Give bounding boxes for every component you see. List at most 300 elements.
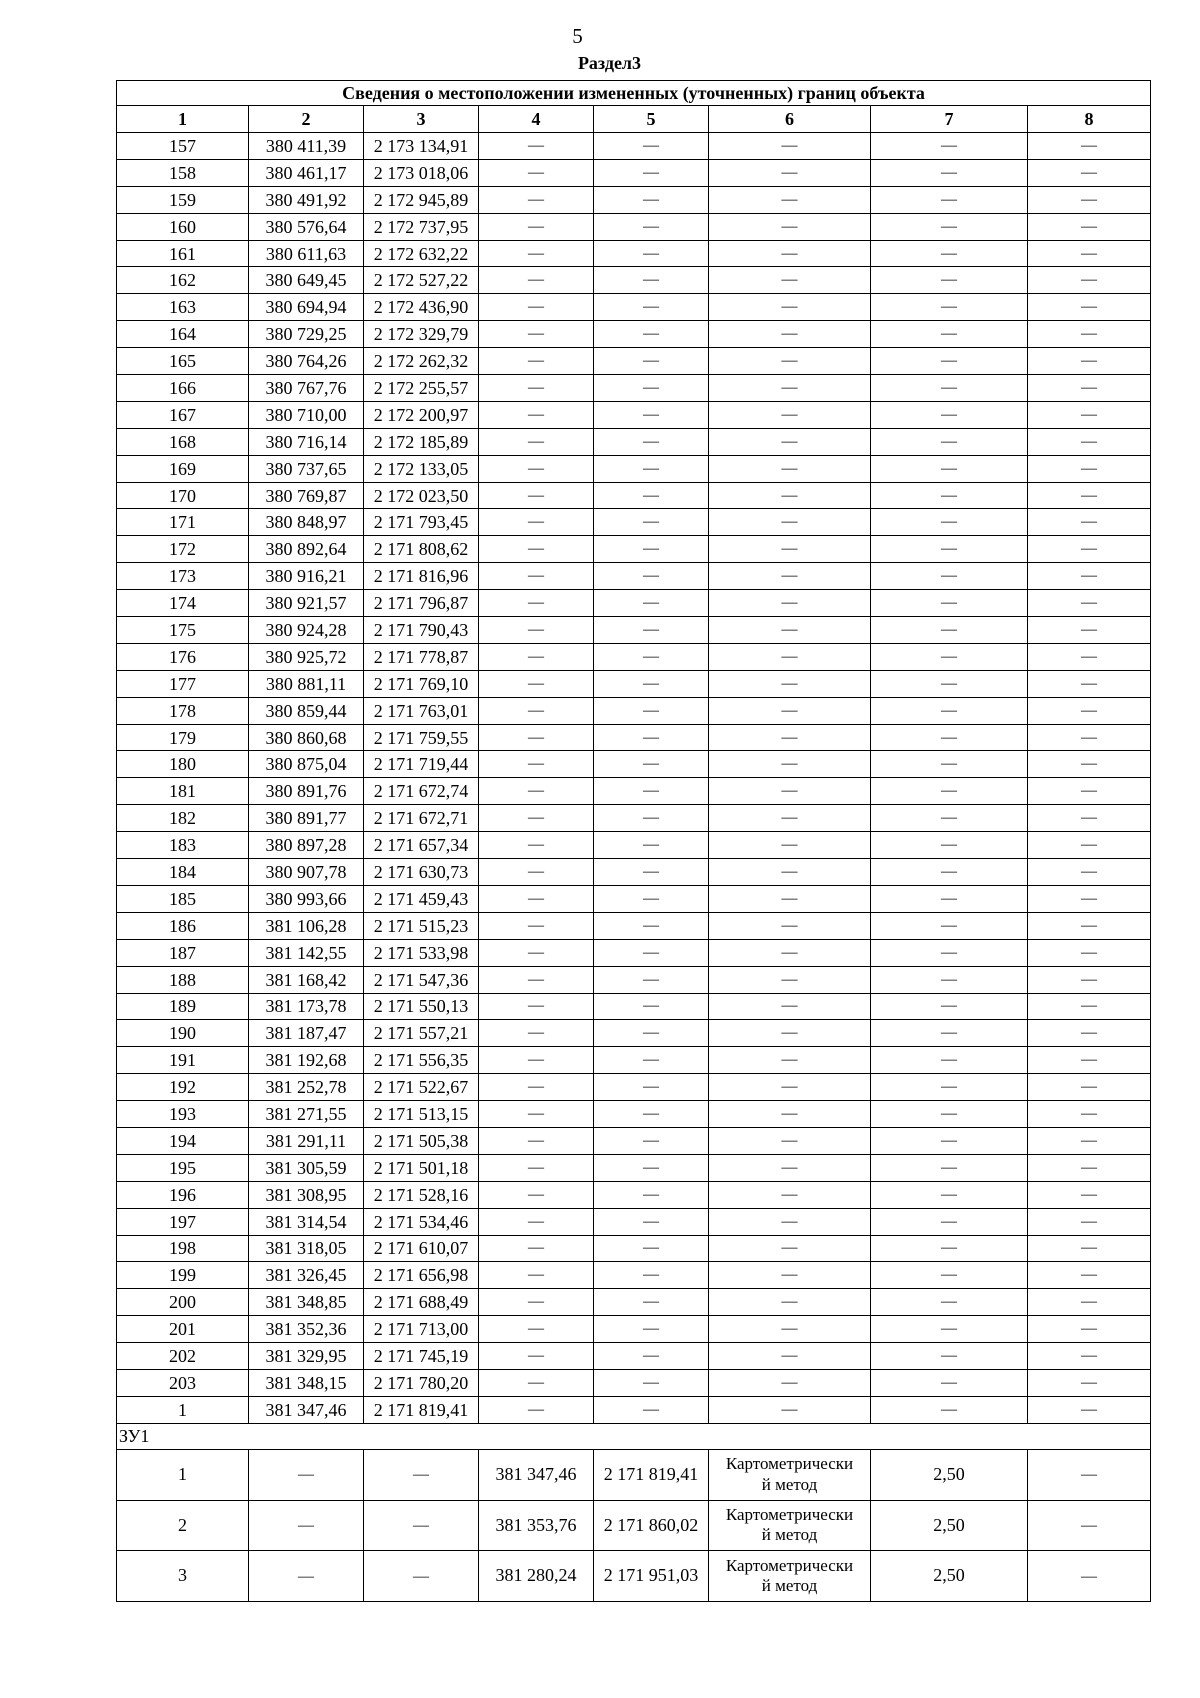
table-cell: 380 892,64 [249,536,364,563]
table-row [117,939,1151,966]
table-cell: 188 [117,966,249,993]
table-cell: — [709,509,871,536]
table-cell: 381 348,15 [249,1369,364,1396]
table-row [117,1127,1151,1154]
table-cell: 2 171 501,18 [364,1154,479,1181]
table-cell: — [1028,805,1151,832]
table-cell: — [594,1316,709,1343]
table-cell: — [594,267,709,294]
table-cell: — [594,670,709,697]
table-cell: 2 171 557,21 [364,1020,479,1047]
table-cell: 2 171 793,45 [364,509,479,536]
table-cell: 380 576,64 [249,213,364,240]
table-cell: 380 881,11 [249,670,364,697]
table-cell: — [594,1396,709,1423]
table-cell: 2 171 533,98 [364,939,479,966]
table-cell: — [1028,563,1151,590]
table-cell: — [594,939,709,966]
table-cell: — [1028,859,1151,886]
table-cell: 380 649,45 [249,267,364,294]
table-cell: — [709,1316,871,1343]
table-cell: 182 [117,805,249,832]
page-number: 5 [572,24,583,48]
table-cell: — [1028,1289,1151,1316]
table-cell: — [709,213,871,240]
table-cell: 2 171 459,43 [364,885,479,912]
table-caption: Сведения о местоположении измененных (уточненных) границ объекта [117,81,1151,106]
table-row [117,240,1151,267]
table-cell: — [479,375,594,402]
table-cell: — [479,1369,594,1396]
table-cell: 2 171 513,15 [364,1101,479,1128]
table-cell: 2 171 796,87 [364,590,479,617]
table-cell: 159 [117,186,249,213]
table-cell: — [594,751,709,778]
table-cell: 170 [117,482,249,509]
table-cell: — [871,536,1028,563]
table-row [117,1208,1151,1235]
table-cell: 185 [117,885,249,912]
table-row [117,401,1151,428]
table-cell: — [709,1235,871,1262]
table-row [117,1449,1151,1500]
table-cell: — [1028,1343,1151,1370]
table-cell: — [479,1262,594,1289]
table-cell: 380 767,76 [249,375,364,402]
table-row [117,724,1151,751]
table-row [117,912,1151,939]
table-cell: 165 [117,348,249,375]
table-cell: — [709,375,871,402]
table-cell: — [594,1074,709,1101]
table-cell: 381 326,45 [249,1262,364,1289]
table-cell: 2 172 255,57 [364,375,479,402]
table-cell: — [709,1208,871,1235]
table-cell: 1 [117,1449,249,1500]
table-cell: — [1028,186,1151,213]
table-row [117,1101,1151,1128]
table-cell: 2 171 610,07 [364,1235,479,1262]
table-cell: 381 314,54 [249,1208,364,1235]
table-cell: — [249,1449,364,1500]
method-line: Картометрически [725,1454,854,1474]
table-cell: 2 172 436,90 [364,294,479,321]
table-cell: — [594,966,709,993]
table-cell: 2 171 808,62 [364,536,479,563]
table-cell: — [479,1316,594,1343]
table-cell: — [709,1101,871,1128]
table-cell: — [479,186,594,213]
table-cell: 380 921,57 [249,590,364,617]
table-cell: 199 [117,1262,249,1289]
table-cell: 2 172 329,79 [364,321,479,348]
table-cell: 381 192,68 [249,1047,364,1074]
table-cell: — [709,294,871,321]
table-cell: — [1028,375,1151,402]
table-row [117,1289,1151,1316]
table-cell: 177 [117,670,249,697]
table-cell: 2,50 [871,1449,1028,1500]
table-cell: 198 [117,1235,249,1262]
method-cell [709,1449,871,1500]
table-cell: 2 171 550,13 [364,993,479,1020]
group-label: ЗУ1 [117,1423,1151,1449]
table-cell: 381 347,46 [479,1449,594,1500]
table-cell: — [871,1101,1028,1128]
table-cell: 200 [117,1289,249,1316]
section-title: Раздел3 [577,53,642,73]
table-cell: — [594,1181,709,1208]
table-row [117,1154,1151,1181]
table-cell: — [709,1343,871,1370]
table-cell: — [709,643,871,670]
table-cell: 157 [117,133,249,160]
table-cell: — [871,294,1028,321]
table-cell: 381 347,46 [249,1396,364,1423]
table-cell: — [479,724,594,751]
table-cell: — [1028,1101,1151,1128]
table-cell: 2 171 672,71 [364,805,479,832]
table-cell: — [1028,536,1151,563]
table-cell: 193 [117,1101,249,1128]
table-cell: — [709,590,871,617]
table-row [117,509,1151,536]
table-row [117,1551,1151,1602]
table-row [117,1500,1151,1551]
table-cell: 2 171 515,23 [364,912,479,939]
table-cell: — [1028,643,1151,670]
table-cell: 2 171 778,87 [364,643,479,670]
table-row [117,643,1151,670]
table-cell: — [871,1127,1028,1154]
table-cell: — [479,859,594,886]
table-cell: 381 173,78 [249,993,364,1020]
table-cell: — [871,455,1028,482]
table-cell: — [479,1020,594,1047]
table-cell: 181 [117,778,249,805]
table-cell: — [709,455,871,482]
table-cell: — [594,428,709,455]
table-cell: 174 [117,590,249,617]
table-cell: — [594,778,709,805]
table-cell: — [479,294,594,321]
table-cell: 2,50 [871,1500,1028,1551]
table-cell: — [479,509,594,536]
table-cell: — [594,401,709,428]
column-header: 2 [249,106,364,133]
table-cell: — [1028,832,1151,859]
table-cell: — [709,805,871,832]
table-cell: — [594,590,709,617]
table-cell: — [709,778,871,805]
table-cell: — [871,133,1028,160]
table-row [117,1343,1151,1370]
table-cell: 380 491,92 [249,186,364,213]
table-cell: 380 737,65 [249,455,364,482]
table-cell: — [709,751,871,778]
table-cell: — [871,1154,1028,1181]
table-cell: — [1028,401,1151,428]
table-cell: 2 171 951,03 [594,1551,709,1602]
method-line: Картометрически [725,1555,854,1575]
table-row [117,832,1151,859]
table-cell: — [364,1449,479,1500]
table-cell: 380 891,76 [249,778,364,805]
table-cell: — [594,859,709,886]
table-cell: — [479,133,594,160]
table-cell: — [594,697,709,724]
table-cell: — [594,133,709,160]
table-cell: 2 171 556,35 [364,1047,479,1074]
table-cell: — [871,617,1028,644]
table-cell: — [479,939,594,966]
table-cell: — [479,993,594,1020]
table-cell: — [1028,697,1151,724]
table-cell: — [594,1343,709,1370]
table-cell: 381 353,76 [479,1500,594,1551]
table-cell: — [1028,1396,1151,1423]
table-cell: — [594,1101,709,1128]
table-cell: — [871,724,1028,751]
table-cell: — [594,805,709,832]
table-cell: 2 171 657,34 [364,832,479,859]
table-cell: — [871,186,1028,213]
table-cell: — [871,885,1028,912]
table-cell: 2,50 [871,1551,1028,1602]
table-cell: — [1028,1262,1151,1289]
table-cell: — [594,375,709,402]
table-cell: — [479,1047,594,1074]
table-cell: — [1028,455,1151,482]
table-cell: — [1028,1316,1151,1343]
table-cell: 169 [117,455,249,482]
table-row [117,885,1151,912]
table-cell: — [1028,751,1151,778]
table-cell: 381 252,78 [249,1074,364,1101]
table-cell: — [479,805,594,832]
table-row [117,294,1151,321]
table-cell: — [871,563,1028,590]
table-cell: — [709,482,871,509]
table-row [117,966,1151,993]
table-cell: — [709,1181,871,1208]
table-cell: — [871,778,1028,805]
table-cell: — [871,832,1028,859]
table-cell: — [1028,724,1151,751]
table-cell: 381 352,36 [249,1316,364,1343]
table-cell: 186 [117,912,249,939]
table-row [117,133,1151,160]
table-cell: — [594,159,709,186]
table-cell: — [594,885,709,912]
table-cell: — [709,724,871,751]
table-cell: — [871,939,1028,966]
table-cell: — [709,993,871,1020]
table-row [117,159,1151,186]
table-cell: — [709,966,871,993]
table-cell: 2 171 763,01 [364,697,479,724]
table-cell: 168 [117,428,249,455]
table-cell: — [709,1154,871,1181]
table-cell: 190 [117,1020,249,1047]
table-cell: — [594,213,709,240]
table-cell: — [1028,939,1151,966]
table-cell: 381 142,55 [249,939,364,966]
table-cell: — [594,186,709,213]
table-cell: — [479,563,594,590]
table-cell: — [871,697,1028,724]
table-cell: — [364,1551,479,1602]
table-cell: 380 764,26 [249,348,364,375]
table-cell: 380 848,97 [249,509,364,536]
table-cell: — [479,1208,594,1235]
table-cell: 380 924,28 [249,617,364,644]
table-row [117,751,1151,778]
table-cell: 2 171 656,98 [364,1262,479,1289]
table-cell: — [871,348,1028,375]
table-cell: 2 172 527,22 [364,267,479,294]
table-cell: 166 [117,375,249,402]
table-row [117,321,1151,348]
table-cell: 381 187,47 [249,1020,364,1047]
table-cell: — [479,159,594,186]
table-row [117,778,1151,805]
table-cell: 380 897,28 [249,832,364,859]
table-cell: — [871,670,1028,697]
table-cell: — [871,482,1028,509]
table-cell: 183 [117,832,249,859]
table-cell: — [594,1127,709,1154]
table-cell: — [479,267,594,294]
table-cell: — [1028,294,1151,321]
table-cell: 175 [117,617,249,644]
table-cell: 2 171 672,74 [364,778,479,805]
table-cell: — [1028,912,1151,939]
table-cell: — [594,1289,709,1316]
table-cell: — [871,1316,1028,1343]
table-cell: 2 172 185,89 [364,428,479,455]
table-row [117,213,1151,240]
table-cell: 160 [117,213,249,240]
table-cell: 381 106,28 [249,912,364,939]
table-cell: 381 348,85 [249,1289,364,1316]
table-cell: — [479,321,594,348]
table-cell: — [709,428,871,455]
table-cell: — [594,912,709,939]
table-cell: 380 716,14 [249,428,364,455]
table-cell: — [479,1289,594,1316]
column-header: 4 [479,106,594,133]
table-cell: 2 171 759,55 [364,724,479,751]
column-header: 5 [594,106,709,133]
table-cell: — [871,401,1028,428]
table-row [117,428,1151,455]
table-cell: — [594,1235,709,1262]
table-cell: 381 280,24 [479,1551,594,1602]
table-cell: 2 171 547,36 [364,966,479,993]
table-cell: 162 [117,267,249,294]
table-cell: 2 171 769,10 [364,670,479,697]
table-cell: — [1028,240,1151,267]
table-cell: — [871,1235,1028,1262]
table-cell: — [479,1127,594,1154]
table-cell: 187 [117,939,249,966]
table-cell: 381 168,42 [249,966,364,993]
table-row [117,1074,1151,1101]
table-cell: — [479,1074,594,1101]
table-cell: 380 891,77 [249,805,364,832]
table-cell: — [871,1396,1028,1423]
column-header: 7 [871,106,1028,133]
table-cell: — [479,778,594,805]
table-row [117,697,1151,724]
table-row [117,1396,1151,1423]
table-cell: — [1028,1127,1151,1154]
table-cell: — [479,966,594,993]
table-cell: — [479,912,594,939]
table-cell: 2 173 018,06 [364,159,479,186]
table-cell: 2 172 632,22 [364,240,479,267]
table-cell: — [1028,1449,1151,1500]
table-row [117,375,1151,402]
table-row [117,1047,1151,1074]
table-cell: — [594,321,709,348]
table-cell: 192 [117,1074,249,1101]
table-row [117,563,1151,590]
table-cell: — [709,939,871,966]
table-cell: 202 [117,1343,249,1370]
table-cell: — [709,1074,871,1101]
table-row [117,348,1151,375]
table-cell: — [594,1369,709,1396]
table-cell: 380 925,72 [249,643,364,670]
table-cell: — [709,697,871,724]
table-cell: — [871,1181,1028,1208]
table-cell: — [479,348,594,375]
table-cell: — [1028,1181,1151,1208]
boundary-table [116,80,1151,1602]
table-cell: — [479,885,594,912]
table-cell: 381 271,55 [249,1101,364,1128]
table-cell: 2 171 780,20 [364,1369,479,1396]
table-cell: — [709,617,871,644]
table-cell: — [479,617,594,644]
table-cell: — [249,1551,364,1602]
table-cell: 381 318,05 [249,1235,364,1262]
table-cell: — [479,1101,594,1128]
table-cell: 179 [117,724,249,751]
table-cell: 164 [117,321,249,348]
table-cell: — [1028,348,1151,375]
table-cell: — [479,1343,594,1370]
table-cell: — [1028,1235,1151,1262]
table-row [117,1316,1151,1343]
table-cell: 2 171 534,46 [364,1208,479,1235]
table-cell: — [594,509,709,536]
table-cell: 381 291,11 [249,1127,364,1154]
table-cell: 380 875,04 [249,751,364,778]
table-cell: — [709,240,871,267]
table-cell: — [1028,1047,1151,1074]
table-cell: 191 [117,1047,249,1074]
table-cell: — [1028,1020,1151,1047]
table-cell: — [1028,428,1151,455]
table-cell: — [594,993,709,1020]
table-cell: 2 171 522,67 [364,1074,479,1101]
table-cell: — [871,805,1028,832]
table-cell: — [479,751,594,778]
table-cell: — [1028,213,1151,240]
